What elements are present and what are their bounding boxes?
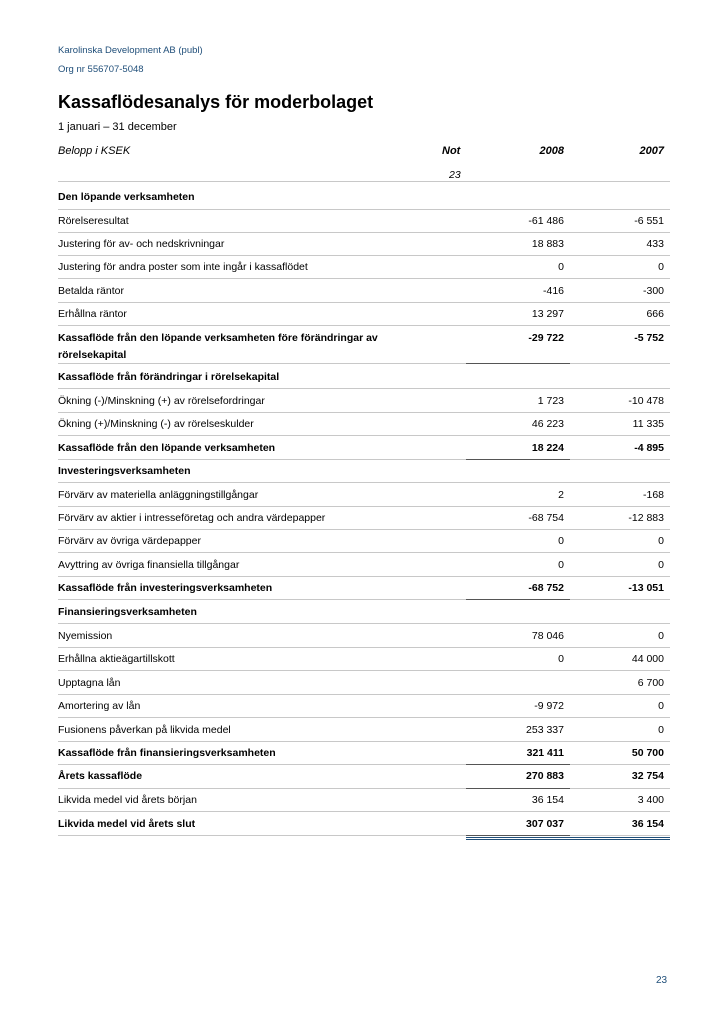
- value-2007: 32 754: [631, 770, 664, 782]
- value-2007: -300: [642, 285, 664, 297]
- value-2008: -68 754: [528, 512, 564, 524]
- row-label: Likvida medel vid årets början: [58, 794, 197, 806]
- value-2008: 0: [558, 653, 564, 665]
- table-top-separator: [58, 181, 670, 182]
- value-2007: 666: [646, 308, 664, 320]
- value-2008: -416: [542, 285, 564, 297]
- value-2008: 18 224: [531, 442, 564, 454]
- column-note-header: Not: [442, 145, 461, 157]
- table-row: [58, 283, 670, 303]
- value-2007: 0: [658, 535, 664, 547]
- row-label-line1: Kassaflöde från den löpande verksamheten före förändringar av: [58, 332, 378, 344]
- value-2007: 50 700: [631, 747, 664, 759]
- value-2008: 46 223: [531, 418, 564, 430]
- table-row: [58, 768, 670, 789]
- row-label-line2: rörelsekapital: [58, 349, 127, 361]
- table-row: [58, 628, 670, 648]
- table-row: [58, 213, 670, 233]
- row-label: Ökning (-)/Minskning (+) av rörelsefordringar: [58, 395, 265, 407]
- value-2008: 36 154: [531, 794, 564, 806]
- row-label: Erhållna räntor: [58, 308, 127, 320]
- row-label: Kassaflöde från finansieringsverksamheten: [58, 747, 276, 759]
- value-2007: 0: [658, 724, 664, 736]
- row-label: Nyemission: [58, 630, 113, 642]
- row-label: Avyttring av övriga finansiella tillgångar: [58, 559, 240, 571]
- value-2008: 1 723: [537, 395, 564, 407]
- row-label: [58, 330, 378, 364]
- row-label: Erhållna aktieägartillskott: [58, 653, 175, 665]
- row-label: Rörelseresultat: [58, 215, 129, 227]
- final-total-rule: [466, 837, 670, 840]
- table-row: [58, 816, 670, 836]
- value-2007: 0: [658, 700, 664, 712]
- total-underline: [466, 440, 570, 460]
- value-2007: -12 883: [628, 512, 664, 524]
- row-label: Justering för andra poster som inte ingår i kassaflödet: [58, 261, 308, 273]
- value-2008: 2: [558, 489, 564, 501]
- row-label: Ökning (+)/Minskning (-) av rörelseskulder: [58, 418, 254, 430]
- value-2008: 270 883: [526, 770, 564, 782]
- value-2008: -61 486: [528, 215, 564, 227]
- row-label: Amortering av lån: [58, 700, 141, 712]
- value-2008: 78 046: [531, 630, 564, 642]
- row-label: Den löpande verksamheten: [58, 191, 195, 203]
- value-2007: 0: [658, 630, 664, 642]
- value-2007: -6 551: [634, 215, 664, 227]
- row-label: Förvärv av materiella anläggningstillgångar: [58, 489, 259, 501]
- table-row: [58, 306, 670, 326]
- table-row: [58, 745, 670, 765]
- table-row: [58, 675, 670, 695]
- row-label: Finansieringsverksamheten: [58, 606, 197, 618]
- value-2008: 307 037: [526, 818, 564, 830]
- value-2008: 253 337: [526, 724, 564, 736]
- value-2008: 13 297: [531, 308, 564, 320]
- table-row: [58, 369, 670, 389]
- row-label: Investeringsverksamheten: [58, 465, 191, 477]
- table-row: [58, 722, 670, 742]
- org-number: Org nr 556707-5048: [58, 64, 144, 75]
- note-reference: 23: [449, 169, 461, 181]
- value-2007: -13 051: [628, 582, 664, 594]
- row-label: Kassaflöde från förändringar i rörelsekapital: [58, 371, 280, 383]
- table-row: [58, 189, 670, 210]
- table-row: [58, 416, 670, 436]
- table-row: [58, 393, 670, 413]
- row-label: Fusionens påverkan på likvida medel: [58, 724, 231, 736]
- value-2007: 36 154: [631, 818, 664, 830]
- row-label: Förvärv av aktier i intresseföretag och andra värdepapper: [58, 512, 326, 524]
- table-row: [58, 330, 670, 364]
- value-2008: 0: [558, 535, 564, 547]
- table-row: [58, 651, 670, 671]
- table-row: [58, 510, 670, 530]
- total-underline: [466, 768, 570, 789]
- page-number: 23: [656, 975, 668, 986]
- row-label: Kassaflöde från investeringsverksamheten: [58, 582, 273, 594]
- table-row: [58, 463, 670, 483]
- table-row: [58, 487, 670, 507]
- table-row: [58, 440, 670, 460]
- page-title: Kassaflödesanalys för moderbolaget: [58, 92, 374, 112]
- table-row: [58, 580, 670, 600]
- value-2007: -168: [642, 489, 664, 501]
- value-2007: 3 400: [637, 794, 664, 806]
- row-label: Likvida medel vid årets slut: [58, 818, 196, 830]
- row-label: Årets kassaflöde: [58, 770, 143, 782]
- value-2008: -29 722: [528, 332, 564, 344]
- value-2007: 6 700: [637, 677, 664, 689]
- value-2008: -68 752: [528, 582, 564, 594]
- column-label-header: Belopp i KSEK: [58, 145, 131, 157]
- table-row: [58, 604, 670, 624]
- value-2007: 0: [658, 559, 664, 571]
- value-2007: 433: [646, 238, 664, 250]
- column-year1-header: 2008: [539, 145, 564, 157]
- row-label: Justering för av- och nedskrivningar: [58, 238, 225, 250]
- value-2007: -5 752: [634, 332, 664, 344]
- value-2008: 18 883: [531, 238, 564, 250]
- table-row: [58, 792, 670, 812]
- value-2007: -4 895: [634, 442, 664, 454]
- row-label: Betalda räntor: [58, 285, 124, 297]
- column-year2-header: 2007: [639, 145, 664, 157]
- table-row: [58, 533, 670, 553]
- table-row: [58, 236, 670, 256]
- value-2007: -10 478: [628, 395, 664, 407]
- table-row: [58, 557, 670, 577]
- period: 1 januari – 31 december: [58, 121, 177, 133]
- table-row: [58, 698, 670, 718]
- row-label: Upptagna lån: [58, 677, 121, 689]
- table-row: [58, 259, 670, 279]
- total-underline: [466, 816, 570, 836]
- row-label: Förvärv av övriga värdepapper: [58, 535, 201, 547]
- value-2007: 11 335: [632, 418, 664, 430]
- value-2008: 0: [558, 559, 564, 571]
- row-label: Kassaflöde från den löpande verksamheten: [58, 442, 276, 454]
- company-name: Karolinska Development AB (publ): [58, 45, 203, 56]
- value-2007: 0: [658, 261, 664, 273]
- value-2007: 44 000: [631, 653, 664, 665]
- value-2008: 321 411: [526, 747, 564, 759]
- value-2008: 0: [558, 261, 564, 273]
- value-2008: -9 972: [534, 700, 564, 712]
- total-underline: [466, 330, 570, 364]
- total-underline: [466, 745, 570, 765]
- column-header-row: [58, 145, 670, 159]
- total-underline: [466, 580, 570, 600]
